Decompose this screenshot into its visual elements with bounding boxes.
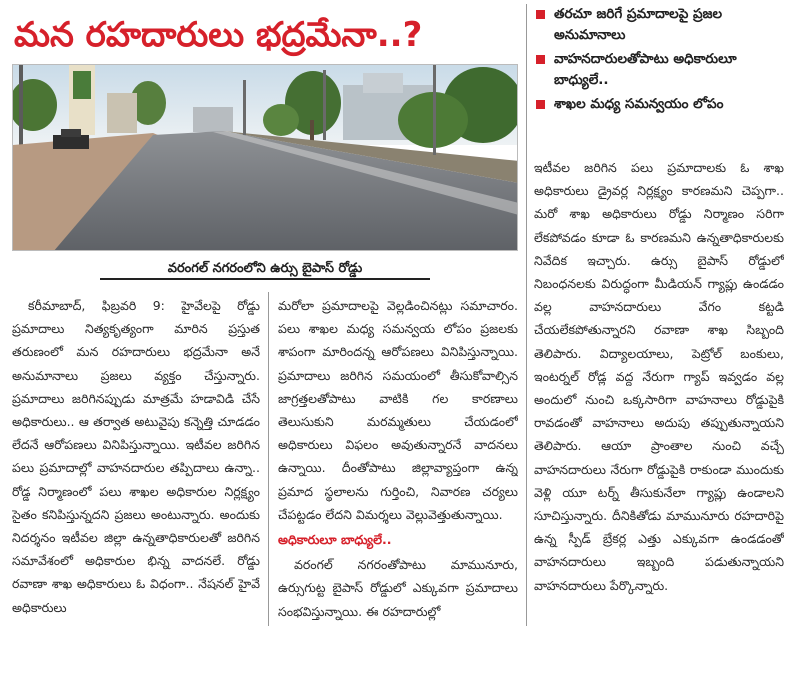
column-divider <box>526 4 527 626</box>
article-column-3 <box>534 156 784 624</box>
article-column-1 <box>12 294 260 624</box>
column-divider <box>268 292 269 626</box>
bullet-square-icon <box>536 100 545 109</box>
body-paragraph: కరీమాబాద్, ఫిబ్రవరి 9: హైవేలపై రోడ్డు ప్రమాదాలు నిత్యకృత్యంగా మారిన ప్రస్తుత తరుణంలో మన రహదారులు భద్రమేనా అనే అనుమానాలు ప్రజలు వ్యక్తం చేస్తున్నారు. ప్రమాదాలు జరిగినప్పుడు మాత్రమే హడావిడి చేసే అధికారులు.. ఆ తర్వాత అటువైపు కన్నెత్తి చూడడం లేదనే ఆరోపణలు వినిపిస్తున్నాయి. ఇటీవల జరిగిన పలు ప్రమాదాల్లో వాహనదారుల తప్పిదాలు ఉన్నా.. రోడ్డ నిర్మాణంలో పలు శాఖల అధికారుల నిర్లక్ష్యం సైతం కనిపిస్తున్నదని ప్రజలు అంటున్నారు. అందుకు నిదర్శనం ఇటీవల జిల్లా ఉన్నతాధికారులతో జరిగిన సమావేశంలో అధికారుల భిన్న వాదనలే. రోడ్డు రవాణా శాఖ అధికారులు ఓ విధంగా.. నేషనల్ హైవే అధికారులు <box>12 298 260 615</box>
body-paragraph: ఇటీవల జరిగిన పలు ప్రమాదాలకు ఓ శాఖ అధికారులు డ్రైవర్ల నిర్లక్ష్యం కారణమని చెప్పగా.. మరో శాఖ అధికారులు రోడ్డు నిర్మాణం సరిగా లేకపోవడం కూడా ఓ కారణమని ఉన్నతాధికారులకు నివేదిక ఇచ్చారు. ఉర్సు బైపాస్ రోడ్డులో నిబంధనలకు విరుద్ధంగా మీడియన్ గ్యాప్లు ఉండడం వల్ల వాహనదారులు వేగం కట్టడి చేయలేకపోతున్నారని రవాణా శాఖ సిబ్బంది తెలిపారు. విద్యాలయాలు, పెట్రోల్ బంకులు, ఇంటర్నల్ రోడ్ల వద్ద నేరుగా గ్యాప్ ఇవ్వడం వల్ల అందులో నుంచి ఒక్కసారిగా వాహనాలు రోడ్డుపైకి రావడంతో వాహనాలు అదుపు తప్పుతున్నాయని తెలిపారు. ఆయా ప్రాంతాల నుంచి వచ్చే వాహనదారులు నేరుగా రోడ్డుపైకి రాకుండా ముందుకు వెళ్లి యూ టర్న్ తీసుకునేలా గ్యాప్లు ఉండాలని సూచిస్తున్నారు. దీనికితోడు మామునూరు రహదారిపై ఉన్న స్పీడ్ బ్రేకర్ల ఎత్తు ఎక్కువగా ఉండడంతో వాహనదారులు ఇబ్బంది పడుతున్నాయని వాహనదారులు పేర్కొన్నారు. <box>534 160 784 593</box>
bullet-square-icon <box>536 55 545 64</box>
road-photo <box>12 64 518 251</box>
article-headline: మన రహదారులు భద్రమేనా..? <box>14 15 423 55</box>
article-column-2 <box>278 294 518 624</box>
section-subhead: అధికారులూ బాధ్యులే.. <box>278 532 392 548</box>
highlights-list <box>532 4 794 150</box>
highlight-text: శాఖల మధ్య సమన్వయం లోపం <box>554 96 724 112</box>
highlight-item <box>532 4 794 46</box>
highlight-item <box>532 94 794 115</box>
body-paragraph: మరోలా ప్రమాదాలపై వెల్లడించినట్లు సమాచారం. పలు శాఖల మధ్య సమన్వయ లోపం ప్రజలకు శాపంగా మారిందన్న ఆరోపణలు వినిపిస్తున్నాయి. ప్రమాదాలు జరిగిన సమయంలో తీసుకోవాల్సిన జాగ్రత్తలతోపాటు వాటికి గల కారణాలు తెలుసుకుని మరమ్మతులు చేయడంలో అధికారులు విఫలం అవుతున్నారనే వాదనలు ఉన్నాయి. దీంతోపాటు జిల్లావ్యాప్తంగా ఉన్న ప్రమాద స్థలాలను గుర్తించి, నివారణ చర్యలు చేపట్టడం లేదని విమర్శలు వెల్లువెత్తుతున్నాయి. <box>278 298 518 522</box>
highlight-item <box>532 49 794 91</box>
body-paragraph: వరంగల్ నగరంతోపాటు మామునూరు, ఉర్సుగుట్ట బైపాస్ రోడ్డులో ఎక్కువగా ప్రమాదాలు సంభవిస్తున్నాయి. ఈ రహదారుల్లో <box>278 557 518 619</box>
photo-caption: వరంగల్ నగరంలోని ఉర్సు బైపాస్ రోడ్డు <box>100 258 430 280</box>
highlight-text: తరచూ జరిగే ప్రమాదాలపై ప్రజల అనుమానాలు <box>554 6 723 43</box>
highlight-text: వాహనదారులతోపాటు అధికారులూ బాధ్యులే.. <box>554 51 737 88</box>
bullet-square-icon <box>536 10 545 19</box>
